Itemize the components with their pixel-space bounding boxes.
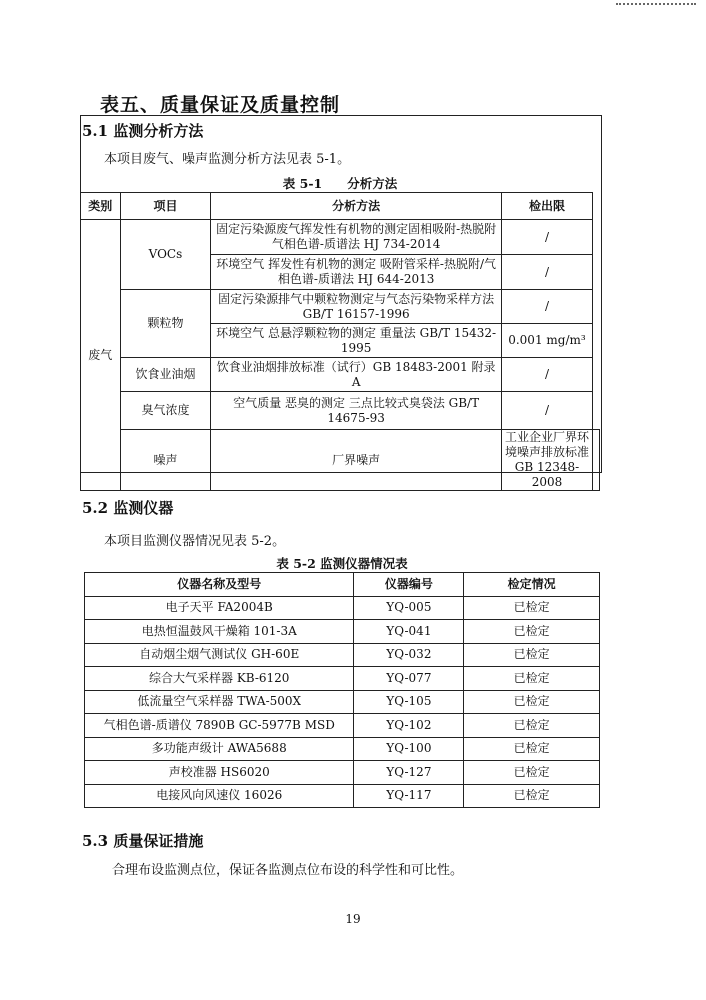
table-row [81, 220, 600, 255]
scan-artifact [616, 3, 696, 8]
method-cell: 空气质量 恶臭的测定 三点比较式臭袋法 GB/T 14675-93 [211, 392, 502, 430]
section-5-1-heading: 5.1 监测分析方法 [82, 122, 204, 140]
category-cell: 噪声 [120, 430, 211, 491]
instrument-id: YQ-102 [354, 714, 464, 738]
table-row [85, 596, 600, 620]
method-cell: 工业企业厂界环境噪声排放标准 GB 12348-2008 [501, 430, 592, 491]
table-row [85, 643, 600, 667]
instrument-name: 自动烟尘烟气测试仪 GH-60E [85, 643, 354, 667]
instrument-id: YQ-100 [354, 737, 464, 761]
calibration-status: 已检定 [464, 620, 600, 644]
table-row [85, 667, 600, 691]
instrument-id: YQ-077 [354, 667, 464, 691]
table-row [85, 620, 600, 644]
limit-cell: / [501, 392, 592, 430]
col-header: 检定情况 [464, 573, 600, 597]
instrument-id: YQ-105 [354, 690, 464, 714]
section-5-1-intro: 本项目废气、噪声监测分析方法见表 5-1。 [104, 152, 351, 167]
method-cell: 饮食业油烟排放标准（试行）GB 18483-2001 附录 A [211, 358, 502, 392]
col-header: 类别 [81, 193, 121, 220]
table-header-row [85, 573, 600, 597]
instrument-name: 电接风向风速仪 16026 [85, 784, 354, 808]
calibration-status: 已检定 [464, 690, 600, 714]
limit-cell [593, 430, 600, 491]
instrument-id: YQ-117 [354, 784, 464, 808]
section-5-3-heading: 5.3 质量保证措施 [82, 832, 204, 850]
section-5-2-heading: 5.2 监测仪器 [82, 499, 174, 517]
table-row [81, 290, 600, 324]
instrument-table [84, 572, 600, 808]
instrument-id: YQ-005 [354, 596, 464, 620]
item-cell: 饮食业油烟 [120, 358, 211, 392]
page-number: 19 [345, 912, 361, 926]
col-header: 项目 [120, 193, 211, 220]
instrument-name: 综合大气采样器 KB-6120 [85, 667, 354, 691]
limit-cell: / [501, 220, 592, 255]
table-row [85, 714, 600, 738]
calibration-status: 已检定 [464, 784, 600, 808]
table-header-row [81, 193, 600, 220]
instrument-id: YQ-041 [354, 620, 464, 644]
instrument-name: 多功能声级计 AWA5688 [85, 737, 354, 761]
limit-cell: 0.001 mg/m³ [501, 324, 592, 358]
col-header: 分析方法 [211, 193, 502, 220]
calibration-status: 已检定 [464, 667, 600, 691]
calibration-status: 已检定 [464, 737, 600, 761]
instrument-name: 低流量空气采样器 TWA-500X [85, 690, 354, 714]
method-cell: 环境空气 挥发性有机物的测定 吸附管采样-热脱附/气相色谱-质谱法 HJ 644-2013 [211, 255, 502, 290]
calibration-status: 已检定 [464, 714, 600, 738]
table-5-2-caption: 表 5-2 监测仪器情况表 [276, 556, 408, 571]
instrument-id: YQ-127 [354, 761, 464, 785]
method-cell: 环境空气 总悬浮颗粒物的测定 重量法 GB/T 15432-1995 [211, 324, 502, 358]
category-cell: 废气 [81, 220, 121, 491]
calibration-status: 已检定 [464, 761, 600, 785]
col-header: 检出限 [501, 193, 592, 220]
limit-cell: / [501, 255, 592, 290]
item-cell: VOCs [120, 220, 211, 290]
limit-cell: / [501, 358, 592, 392]
section-5-3-text: 合理布设监测点位，保证各监测点位布设的科学性和可比性。 [112, 863, 464, 878]
instrument-name: 电热恒温鼓风干燥箱 101-3A [85, 620, 354, 644]
method-cell: 固定污染源废气挥发性有机物的测定固相吸附-热脱附 气相色谱-质谱法 HJ 734-2014 [211, 220, 502, 255]
item-cell: 臭气浓度 [120, 392, 211, 430]
table-row [81, 358, 600, 392]
instrument-name: 气相色谱-质谱仪 7890B GC-5977B MSD [85, 714, 354, 738]
table-5-1-caption: 表 5-1 分析方法 [282, 176, 398, 191]
analysis-method-table [80, 192, 600, 491]
table-row [85, 737, 600, 761]
instrument-name: 声校准器 HS6020 [85, 761, 354, 785]
table-row [85, 690, 600, 714]
table-row [81, 430, 600, 491]
page-title: 表五、质量保证及质量控制 [100, 94, 341, 116]
item-cell: 厂界噪声 [211, 430, 502, 491]
calibration-status: 已检定 [464, 596, 600, 620]
method-cell: 固定污染源排气中颗粒物测定与气态污染物采样方法 GB/T 16157-1996 [211, 290, 502, 324]
instrument-id: YQ-032 [354, 643, 464, 667]
table-row [85, 784, 600, 808]
col-header: 仪器名称及型号 [85, 573, 354, 597]
section-5-2-intro: 本项目监测仪器情况见表 5-2。 [104, 534, 286, 549]
item-cell: 颗粒物 [120, 290, 211, 358]
limit-cell: / [501, 290, 592, 324]
table-row [85, 761, 600, 785]
col-header: 仪器编号 [354, 573, 464, 597]
calibration-status: 已检定 [464, 643, 600, 667]
table-row [81, 392, 600, 430]
instrument-name: 电子天平 FA2004B [85, 596, 354, 620]
